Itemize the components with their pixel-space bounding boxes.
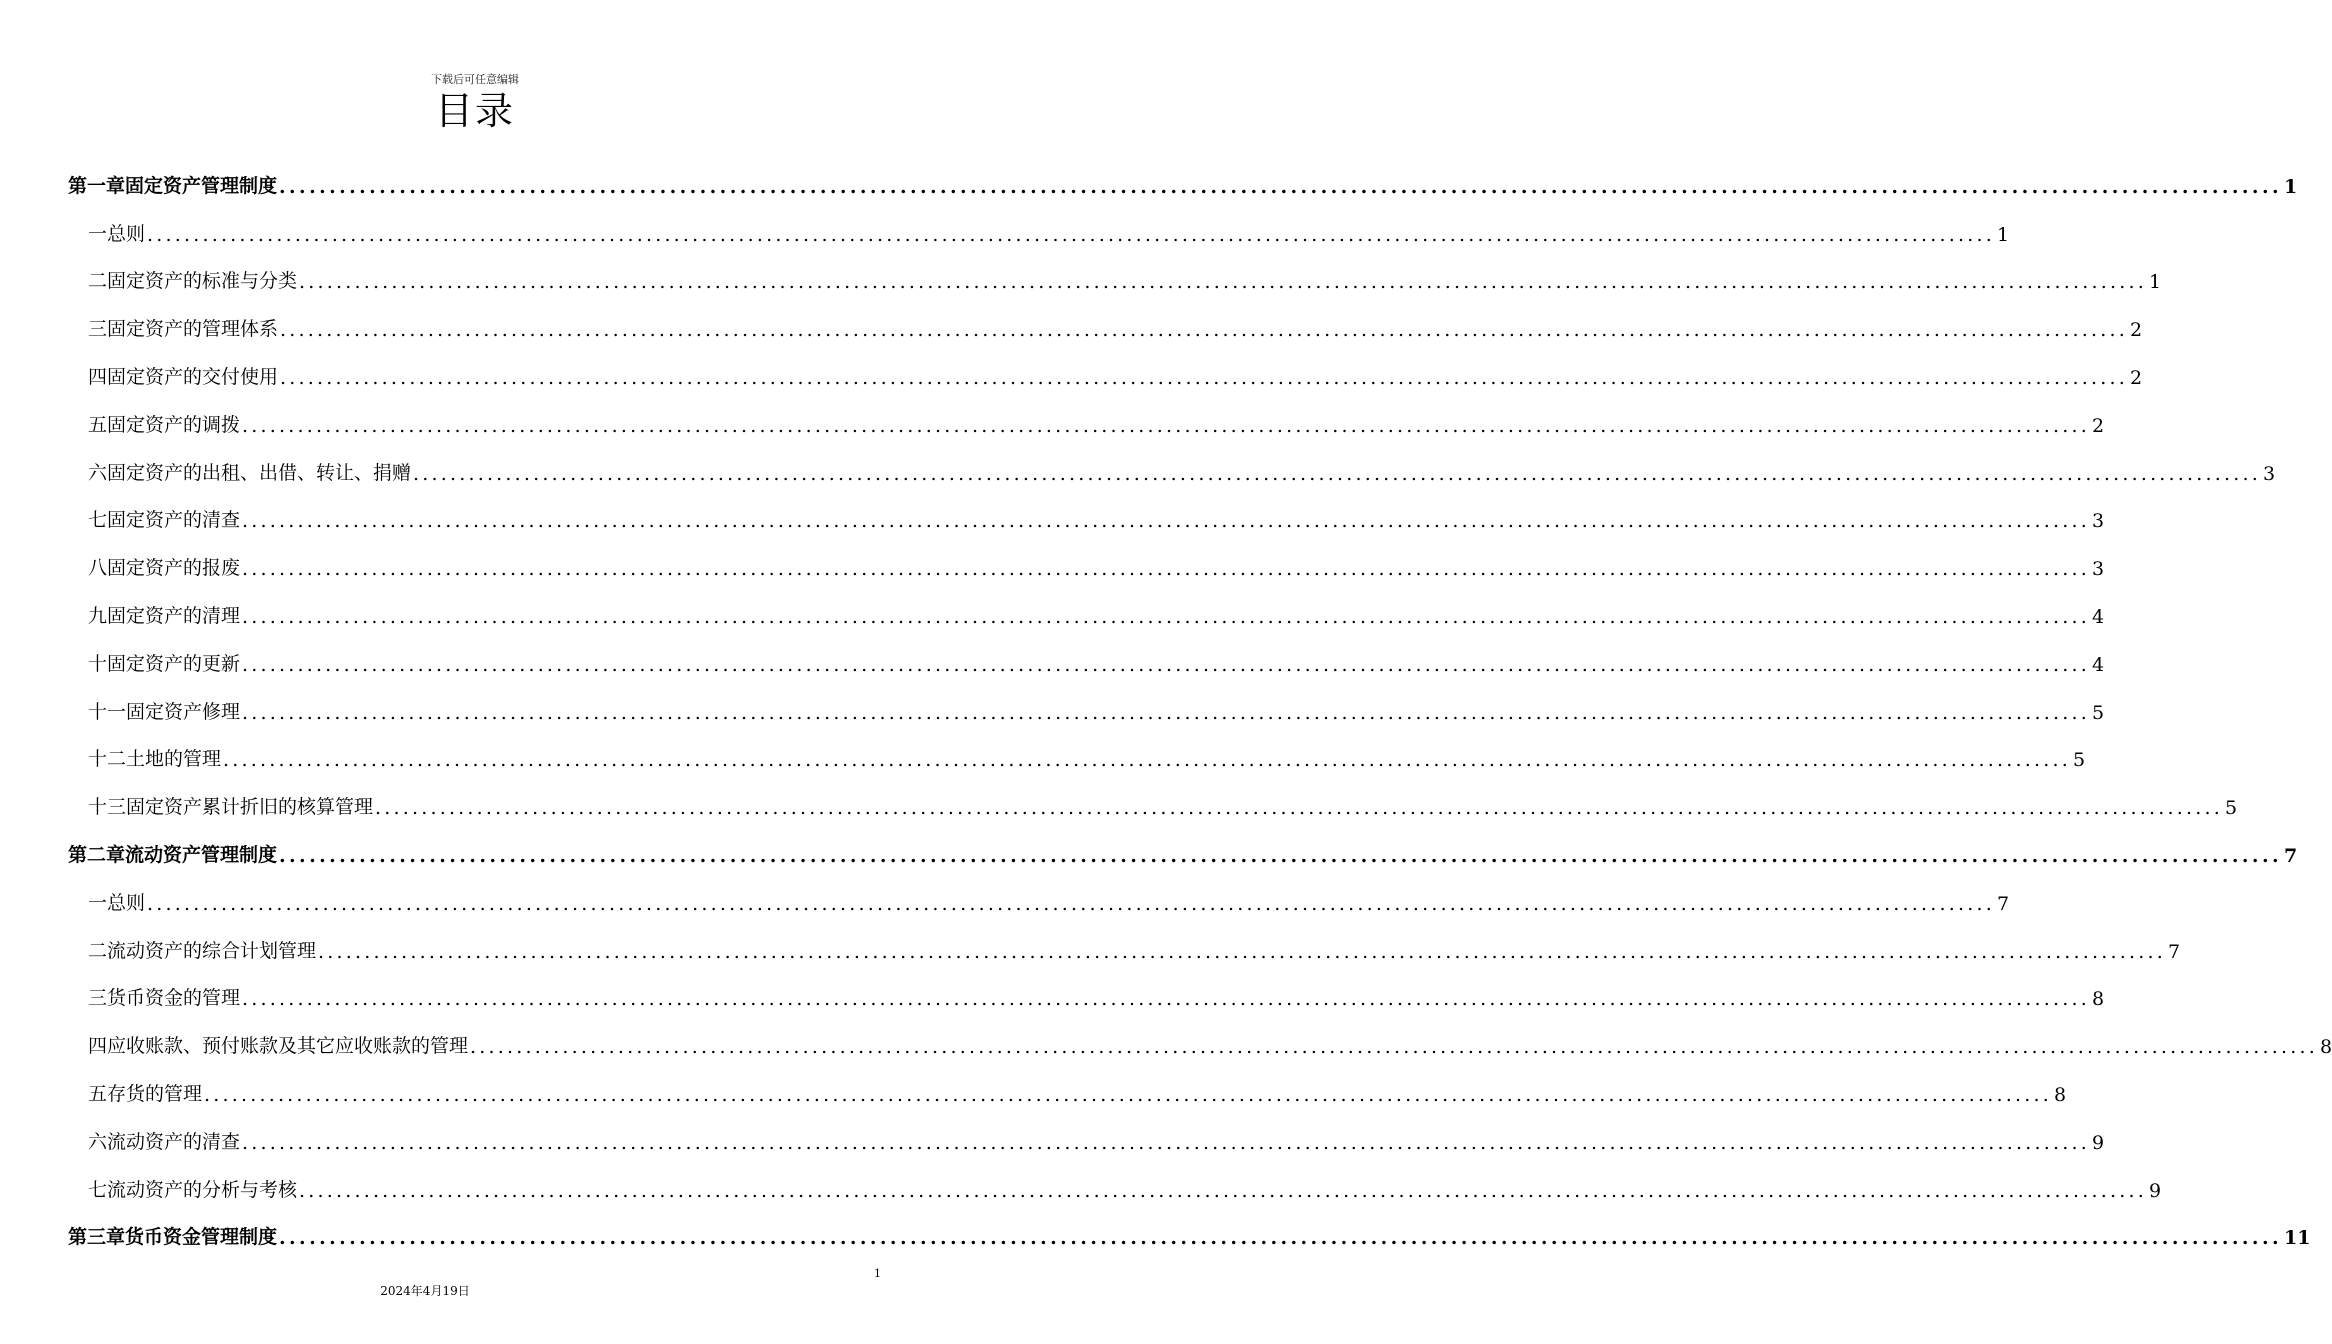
- toc-dot-leader: ........................................................................................................................................................................................................: [280, 366, 2128, 389]
- toc-entry-label: 固定资产的标准与分类: [107, 270, 298, 293]
- toc-section-entry[interactable]: [68, 493, 2105, 541]
- toc-entry-label: 土地的管理: [126, 748, 222, 771]
- toc-entry-page-number: 5: [2224, 797, 2238, 820]
- toc-entry-label: 存货的管理: [107, 1082, 203, 1105]
- toc-entry-label: 货币资金管理制度: [125, 1226, 278, 1249]
- toc-entry-number: 一: [88, 222, 108, 245]
- toc-dot-leader: ........................................................................................................................................................................................................: [242, 414, 2090, 437]
- toc-entry-page-number: 7: [1996, 892, 2010, 915]
- toc-dot-leader: ........................................................................................................................................................................................................: [147, 892, 1995, 915]
- toc-entry-number: 五: [88, 1082, 108, 1105]
- toc-section-entry[interactable]: [68, 301, 2143, 349]
- footer-date: 2024年4月19日: [380, 1284, 470, 1298]
- toc-section-entry[interactable]: [68, 732, 2086, 780]
- toc-section-entry[interactable]: [68, 636, 2105, 684]
- toc-entry-number: 九: [88, 604, 108, 627]
- toc-entry-label: 固定资产的管理体系: [107, 318, 279, 341]
- toc-entry-label: 固定资产的出租、出借、转让、捐赠: [107, 461, 412, 484]
- toc-section-entry[interactable]: [68, 684, 2105, 732]
- toc-entry-page-number: 8: [2319, 1036, 2332, 1059]
- toc-entry-number: 十: [88, 652, 108, 675]
- toc-entry-number: 第三章: [68, 1226, 126, 1249]
- toc-entry-page-number: 2: [2091, 414, 2105, 437]
- toc-entry-label: 固定资产的清查: [107, 509, 241, 532]
- toc-chapter-entry[interactable]: [68, 827, 2298, 875]
- toc-dot-leader: ........................................................................................................................................................................................................: [204, 1083, 2052, 1106]
- toc-chapter-entry[interactable]: [68, 158, 2298, 206]
- toc-entry-number: 四: [88, 365, 108, 388]
- toc-entry-label: 固定资产的清理: [107, 604, 241, 627]
- toc-entry-label: 总则: [107, 891, 146, 914]
- toc-entry-page-number: 11: [2283, 1227, 2311, 1250]
- toc-entry-label: 流动资产的清查: [107, 1130, 241, 1153]
- toc-entry-page-number: 4: [2091, 653, 2105, 676]
- toc-entry-number: 二: [88, 270, 108, 293]
- footer-page-number: 1: [874, 1267, 881, 1280]
- toc-dot-leader: ........................................................................................................................................................................................................: [242, 653, 2090, 676]
- toc-entry-number: 七: [88, 509, 108, 532]
- toc-dot-leader: ........................................................................................................................................................................................................: [242, 558, 2090, 581]
- toc-section-entry[interactable]: [68, 1114, 2105, 1162]
- toc-dot-leader: ........................................................................................................................................................................................................: [147, 223, 1995, 246]
- toc-entry-label: 应收账款、预付账款及其它应收账款的管理: [107, 1035, 469, 1058]
- toc-section-entry[interactable]: [68, 875, 2010, 923]
- toc-entry-page-number: 1: [2148, 271, 2162, 294]
- toc-entry-page-number: 4: [2091, 605, 2105, 628]
- toc-section-entry[interactable]: [68, 1018, 2332, 1066]
- toc-title: 目录: [434, 89, 515, 133]
- toc-entry-label: 流动资产的分析与考核: [107, 1178, 298, 1201]
- toc-entry-label: 固定资产累计折旧的核算管理: [126, 796, 374, 819]
- toc-dot-leader: ........................................................................................................................................................................................................: [318, 940, 2166, 963]
- toc-dot-leader: ........................................................................................................................................................................................................: [299, 271, 2147, 294]
- toc-entry-label: 总则: [107, 222, 146, 245]
- toc-entry-number: 三: [88, 318, 108, 341]
- toc-entry-label: 固定资产管理制度: [125, 174, 278, 197]
- toc-entry-page-number: 8: [2091, 988, 2105, 1011]
- toc-dot-leader: ........................................................................................................................................................................................................: [242, 510, 2090, 533]
- toc-dot-leader: ........................................................................................................................................................................................................: [470, 1036, 2318, 1059]
- toc-section-entry[interactable]: [68, 540, 2105, 588]
- toc-entry-page-number: 5: [2091, 701, 2105, 724]
- toc-entry-number: 第一章: [68, 174, 126, 197]
- toc-section-entry[interactable]: [68, 923, 2181, 971]
- toc-chapter-entry[interactable]: [68, 1210, 2311, 1258]
- toc-entry-label: 固定资产的交付使用: [107, 365, 279, 388]
- toc-dot-leader: ........................................................................................................................................................................................................: [242, 1131, 2090, 1154]
- toc-entry-page-number: 9: [2091, 1131, 2105, 1154]
- toc-entry-number: 八: [88, 557, 108, 580]
- toc-dot-leader: ........................................................................................................................................................................................................: [279, 1227, 2282, 1250]
- toc-dot-leader: ........................................................................................................................................................................................................: [299, 1179, 2147, 1202]
- toc-entry-number: 二: [88, 939, 108, 962]
- toc-section-entry[interactable]: [68, 445, 2276, 493]
- toc-entry-number: 六: [88, 1130, 108, 1153]
- toc-entry-page-number: 7: [2283, 844, 2298, 867]
- toc-dot-leader: ........................................................................................................................................................................................................: [280, 319, 2128, 342]
- toc-entry-page-number: 9: [2148, 1179, 2162, 1202]
- toc-section-entry[interactable]: [68, 1162, 2162, 1210]
- toc-dot-leader: ........................................................................................................................................................................................................: [242, 988, 2090, 1011]
- toc-dot-leader: ........................................................................................................................................................................................................: [279, 175, 2282, 198]
- toc-section-entry[interactable]: [68, 588, 2105, 636]
- toc-section-entry[interactable]: [68, 779, 2238, 827]
- toc-entry-page-number: 7: [2167, 940, 2181, 963]
- toc-section-entry[interactable]: [68, 397, 2105, 445]
- toc-entry-number: 十一: [88, 700, 127, 723]
- toc-entry-number: 第二章: [68, 843, 126, 866]
- toc-entry-label: 货币资金的管理: [107, 987, 241, 1010]
- toc-section-entry[interactable]: [68, 1066, 2067, 1114]
- toc-entry-page-number: 3: [2262, 462, 2276, 485]
- toc-section-entry[interactable]: [68, 349, 2143, 397]
- toc-entry-number: 四: [88, 1035, 108, 1058]
- toc-dot-leader: ........................................................................................................................................................................................................: [242, 701, 2090, 724]
- toc-entry-number: 五: [88, 413, 108, 436]
- toc-dot-leader: ........................................................................................................................................................................................................: [242, 605, 2090, 628]
- toc-section-entry[interactable]: [68, 971, 2105, 1019]
- toc-dot-leader: ........................................................................................................................................................................................................: [375, 797, 2223, 820]
- toc-entry-page-number: 1: [1996, 223, 2010, 246]
- toc-section-entry[interactable]: [68, 206, 2010, 254]
- toc-entry-page-number: 2: [2129, 366, 2143, 389]
- toc-entry-page-number: 5: [2072, 749, 2086, 772]
- table-of-contents: [68, 158, 2332, 1257]
- toc-entry-label: 固定资产的报废: [107, 557, 241, 580]
- toc-dot-leader: ........................................................................................................................................................................................................: [223, 749, 2071, 772]
- toc-entry-page-number: 8: [2053, 1083, 2067, 1106]
- toc-entry-label: 固定资产修理: [126, 700, 241, 723]
- toc-entry-page-number: 1: [2283, 175, 2298, 198]
- header-note: 下载后可任意编辑: [431, 73, 519, 86]
- toc-entry-page-number: 3: [2091, 558, 2105, 581]
- toc-dot-leader: ........................................................................................................................................................................................................: [413, 462, 2261, 485]
- toc-dot-leader: ........................................................................................................................................................................................................: [279, 844, 2282, 867]
- toc-entry-page-number: 2: [2129, 319, 2143, 342]
- toc-entry-number: 十二: [88, 748, 127, 771]
- toc-entry-number: 一: [88, 891, 108, 914]
- toc-entry-label: 流动资产管理制度: [125, 843, 278, 866]
- toc-entry-label: 流动资产的综合计划管理: [107, 939, 317, 962]
- toc-entry-number: 七: [88, 1178, 108, 1201]
- toc-entry-label: 固定资产的调拨: [107, 413, 241, 436]
- toc-entry-number: 三: [88, 987, 108, 1010]
- toc-entry-label: 固定资产的更新: [107, 652, 241, 675]
- toc-entry-number: 十三: [88, 796, 127, 819]
- toc-entry-number: 六: [88, 461, 108, 484]
- toc-section-entry[interactable]: [68, 254, 2162, 302]
- toc-entry-page-number: 3: [2091, 510, 2105, 533]
